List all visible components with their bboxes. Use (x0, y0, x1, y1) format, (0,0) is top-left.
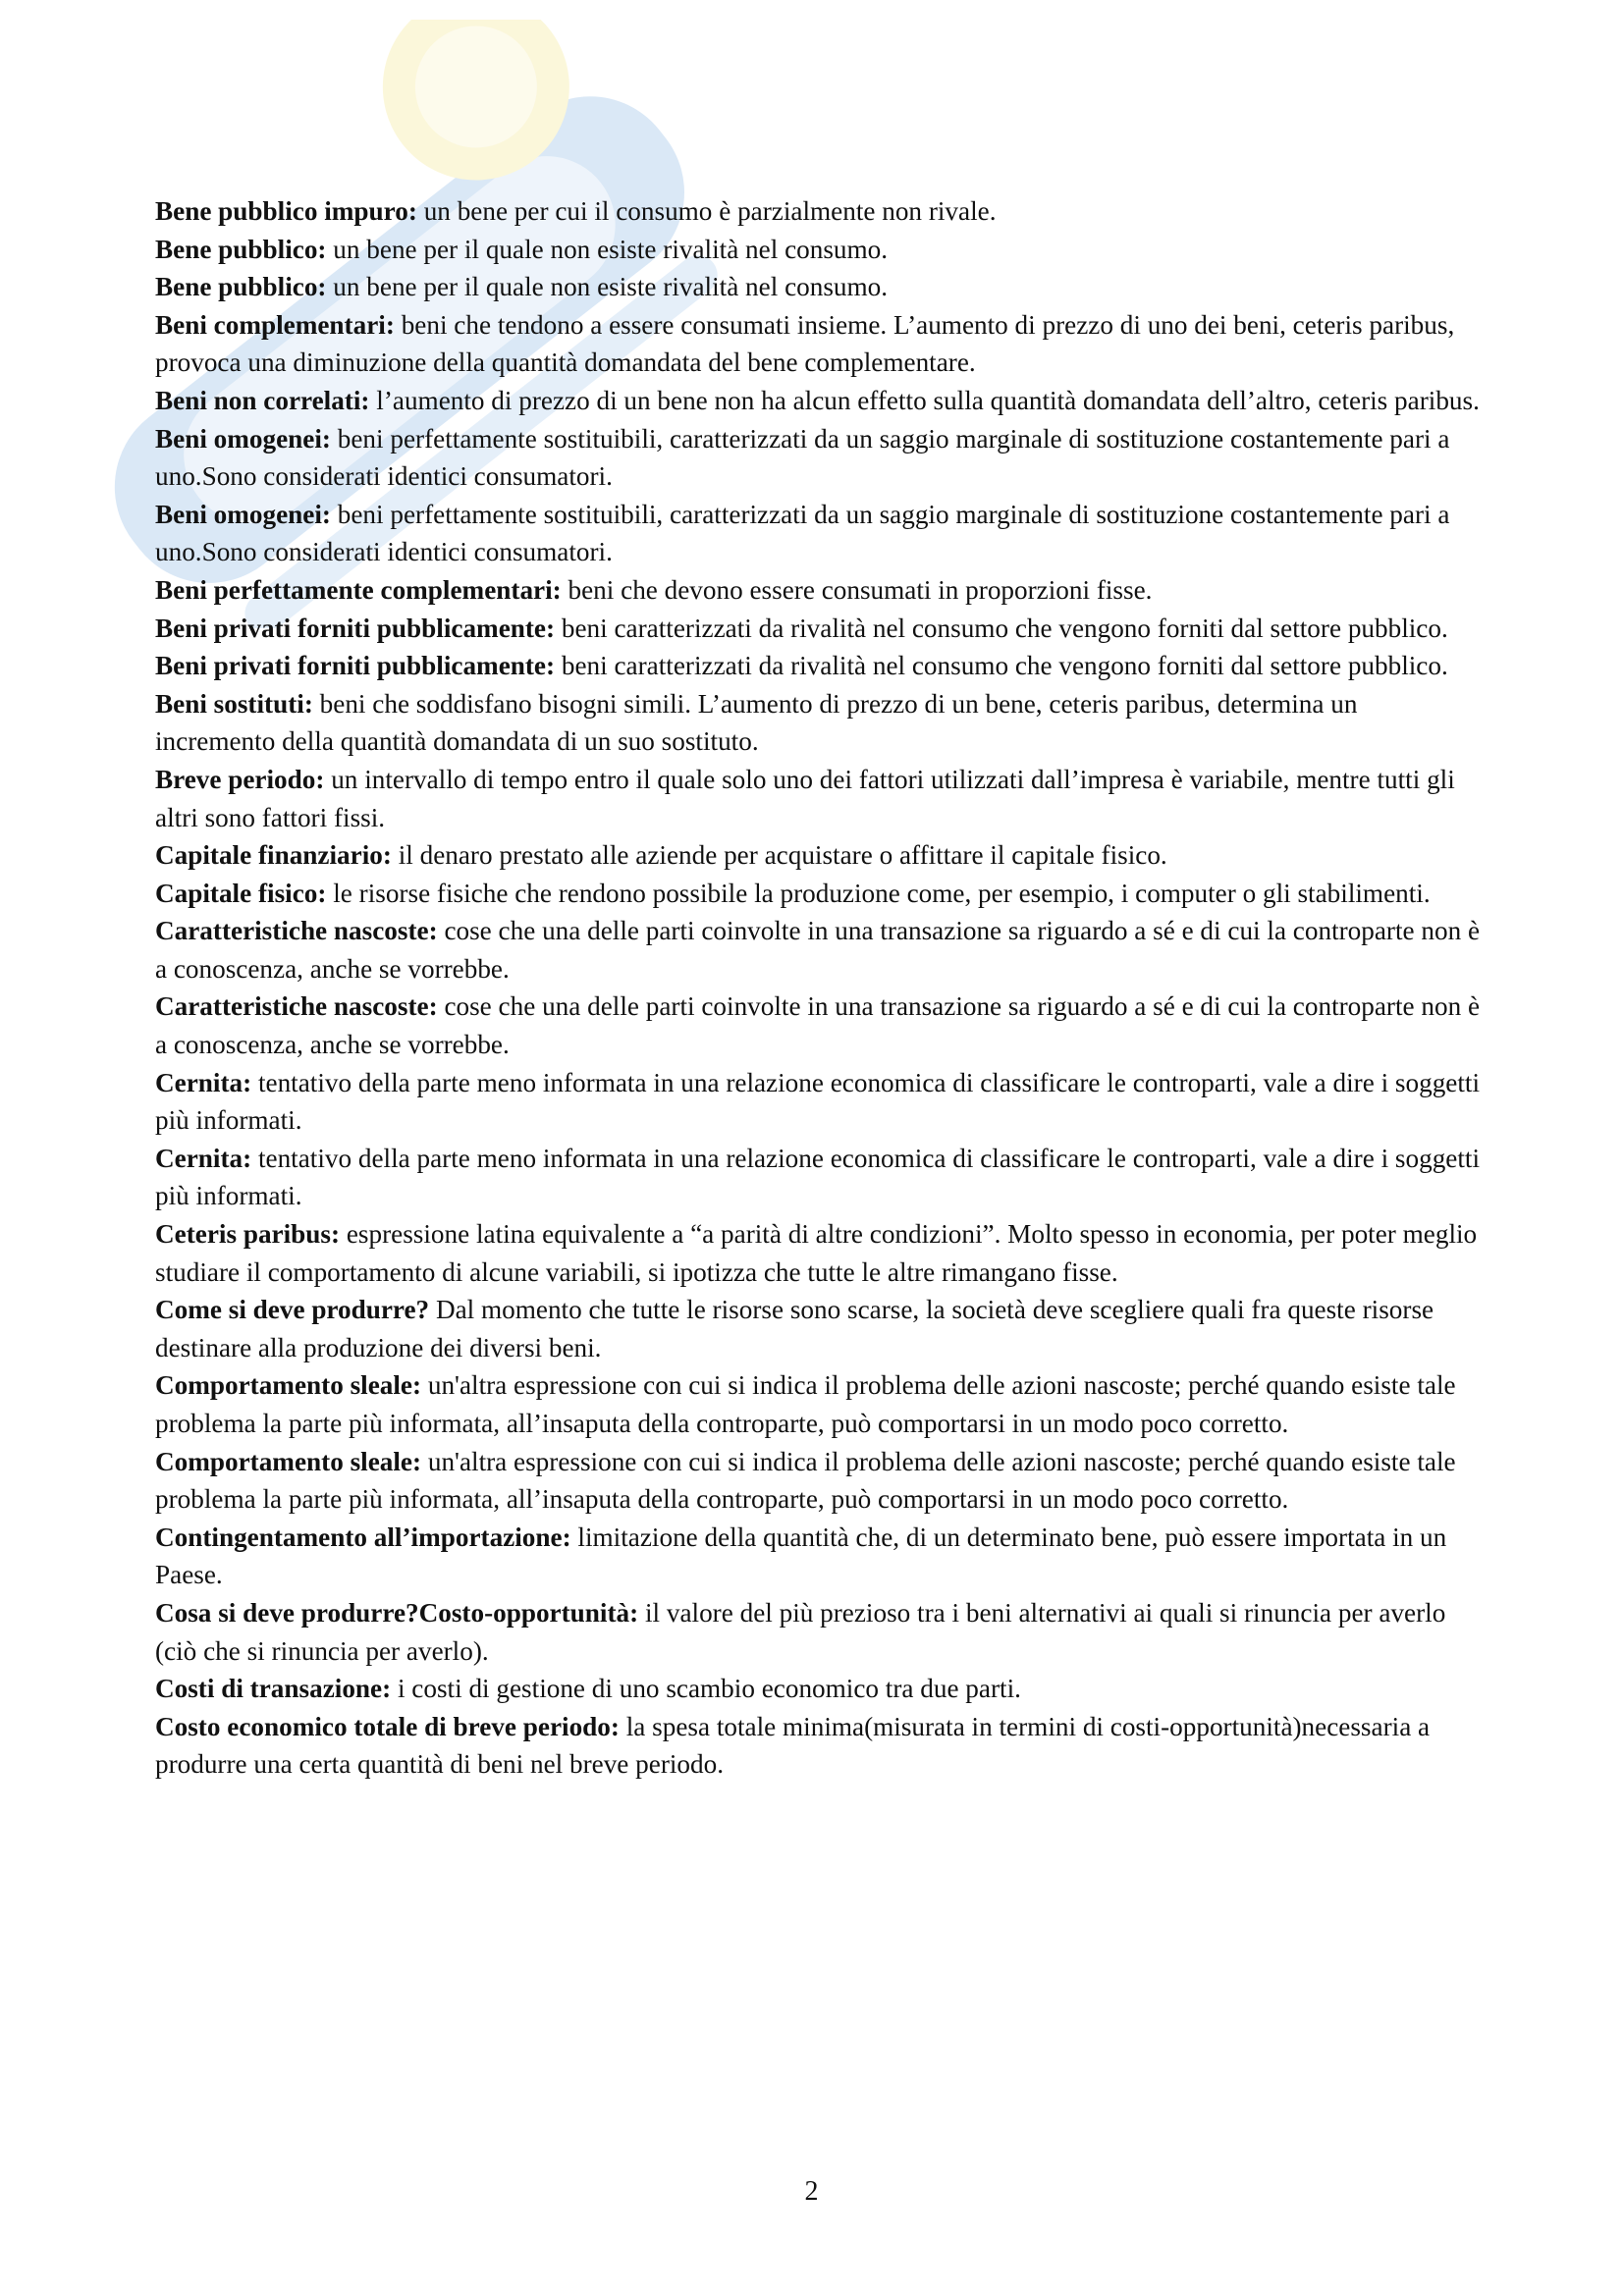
entry-term: Breve periodo: (155, 764, 325, 794)
entry-definition: beni che devono essere consumati in proporzioni fisse. (561, 574, 1153, 605)
entry-term: Beni privati forniti pubblicamente: (155, 613, 556, 643)
glossary-entry (155, 1366, 1483, 1442)
entry-term: Bene pubblico: (155, 234, 327, 264)
entry-term: Beni omogenei: (155, 499, 331, 529)
glossary-entry (155, 761, 1483, 836)
entry-definition: un'altra espressione con cui si indica il problema delle azioni nascoste; perché quando esiste tale problema la parte più informata, all’insaputa della controparte, può comportarsi in un modo poco corretto. (155, 1370, 1456, 1438)
entry-term: Contingentamento all’importazione: (155, 1522, 571, 1552)
glossary-entry (155, 1064, 1483, 1140)
entry-term: Beni complementari: (155, 309, 395, 340)
glossary-entry (155, 1519, 1483, 1594)
glossary-entry (155, 268, 1483, 306)
glossary-entry (155, 988, 1483, 1063)
entry-definition: beni caratterizzati da rivalità nel consumo che vengono forniti dal settore pubblico. (555, 613, 1448, 643)
entry-term: Costo economico totale di breve periodo: (155, 1711, 620, 1741)
glossary-entry (155, 1708, 1483, 1784)
glossary-entry (155, 836, 1483, 875)
entry-term: Beni sostituti: (155, 688, 313, 719)
entry-definition: un intervallo di tempo entro il quale solo uno dei fattori utilizzati dall’impresa è variabile, mentre tutti gli altri sono fattori fissi. (155, 764, 1455, 832)
entry-definition: beni che soddisfano bisogni simili. L’aumento di prezzo di un bene, ceteris paribus, determina un incremento della quantità domandata di un suo sostituto. (155, 688, 1358, 757)
entry-term: Cernita: (155, 1143, 252, 1173)
glossary-entry (155, 685, 1483, 761)
entry-definition: tentativo della parte meno informata in una relazione economica di classificare le controparti, vale a dire i soggetti più informati. (155, 1067, 1481, 1136)
entry-term: Beni perfettamente complementari: (155, 574, 562, 605)
glossary-entry (155, 912, 1483, 988)
entry-term: Come si deve produrre? (155, 1295, 430, 1325)
entry-definition: beni caratterizzati da rivalità nel consumo che vengono forniti dal settore pubblico. (555, 651, 1448, 681)
entry-term: Capitale finanziario: (155, 840, 392, 871)
entry-term: Beni non correlati: (155, 385, 370, 415)
glossary-entry (155, 1291, 1483, 1366)
entry-term: Capitale fisico: (155, 878, 327, 908)
entry-term: Ceteris paribus: (155, 1219, 341, 1250)
glossary-entries (155, 192, 1483, 1784)
entry-term: Bene pubblico: (155, 272, 327, 302)
entry-definition: un bene per cui il consumo è parzialmente non rivale. (416, 196, 997, 226)
glossary-entry (155, 875, 1483, 913)
glossary-entry (155, 306, 1483, 382)
entry-definition: un'altra espressione con cui si indica il problema delle azioni nascoste; perché quando esiste tale problema la parte più informata, all’insaputa della controparte, può comportarsi in un modo poco corretto. (155, 1446, 1456, 1515)
entry-term: Caratteristiche nascoste: (155, 916, 438, 946)
entry-definition: beni perfettamente sostituibili, caratterizzati da un saggio marginale di sostituzione costantemente pari a uno.Sono considerati identici consumatori. (155, 499, 1450, 567)
glossary-entry (155, 571, 1483, 610)
entry-term: Costi di transazione: (155, 1674, 392, 1704)
entry-definition: i costi di gestione di uno scambio economico tra due parti. (391, 1674, 1021, 1704)
glossary-entry (155, 1140, 1483, 1215)
entry-term: Comportamento sleale: (155, 1370, 422, 1401)
entry-term: Bene pubblico impuro: (155, 196, 417, 226)
glossary-entry (155, 610, 1483, 648)
entry-definition: le risorse fisiche che rendono possibile la produzione come, per esempio, i computer o gli stabilimenti. (326, 878, 1431, 908)
entry-term: Beni omogenei: (155, 423, 331, 454)
entry-definition: tentativo della parte meno informata in una relazione economica di classificare le controparti, vale a dire i soggetti più informati. (155, 1143, 1481, 1211)
entry-definition: il denaro prestato alle aziende per acquistare o affittare il capitale fisico. (391, 840, 1167, 871)
glossary-entry (155, 1594, 1483, 1670)
glossary-entry (155, 231, 1483, 269)
entry-definition: un bene per il quale non esiste rivalità nel consumo. (326, 272, 889, 302)
entry-term: Cernita: (155, 1067, 252, 1097)
entry-term: Caratteristiche nascoste: (155, 991, 438, 1022)
entry-term: Comportamento sleale: (155, 1446, 422, 1476)
entry-definition: la spesa totale minima(misurata in termini di costi-opportunità)necessaria a produrre una certa quantità di beni nel breve periodo. (155, 1711, 1431, 1780)
glossary-entry (155, 1215, 1483, 1291)
entry-definition: beni perfettamente sostituibili, caratterizzati da un saggio marginale di sostituzione costantemente pari a uno.Sono considerati identici consumatori. (155, 423, 1450, 492)
entry-definition: beni che tendono a essere consumati insieme. L’aumento di prezzo di uno dei beni, ceteris paribus, provoca una diminuzione della quantità domandata del bene complementare. (155, 309, 1455, 378)
entry-term: Cosa si deve produrre?Costo-opportunità: (155, 1597, 639, 1628)
entry-definition: espressione latina equivalente a “a parità di altre condizioni”. Molto spesso in economia, per poter meglio studiare il comportamento di alcune variabili, si ipotizza che tutte le altre rimangano fisse. (155, 1219, 1478, 1287)
page-number: 2 (804, 2176, 819, 2207)
entry-term: Beni privati forniti pubblicamente: (155, 651, 556, 681)
glossary-entry (155, 647, 1483, 685)
entry-definition: il valore del più prezioso tra i beni alternativi ai quali si rinuncia per averlo (ciò che si rinuncia per averlo). (155, 1597, 1446, 1666)
entry-definition: Dal momento che tutte le risorse sono scarse, la società deve scegliere quali fra queste risorse destinare alla produzione dei diversi beni. (155, 1295, 1434, 1362)
glossary-entry (155, 192, 1483, 231)
entry-definition: un bene per il quale non esiste rivalità nel consumo. (326, 234, 889, 264)
entry-definition: cose che una delle parti coinvolte in una transazione sa riguardo a sé e di cui la controparte non è a conoscenza, anche se vorrebbe. (155, 991, 1481, 1060)
glossary-entry (155, 1670, 1483, 1708)
entry-definition: limitazione della quantità che, di un determinato bene, può essere importata in un Paese. (155, 1522, 1447, 1590)
glossary-entry (155, 382, 1483, 420)
glossary-entry (155, 420, 1483, 496)
glossary-entry (155, 496, 1483, 571)
entry-definition: cose che una delle parti coinvolte in una transazione sa riguardo a sé e di cui la controparte non è a conoscenza, anche se vorrebbe. (155, 916, 1481, 984)
glossary-entry (155, 1443, 1483, 1519)
entry-definition: l’aumento di prezzo di un bene non ha alcun effetto sulla quantità domandata dell’altro, ceteris paribus. (369, 385, 1480, 415)
